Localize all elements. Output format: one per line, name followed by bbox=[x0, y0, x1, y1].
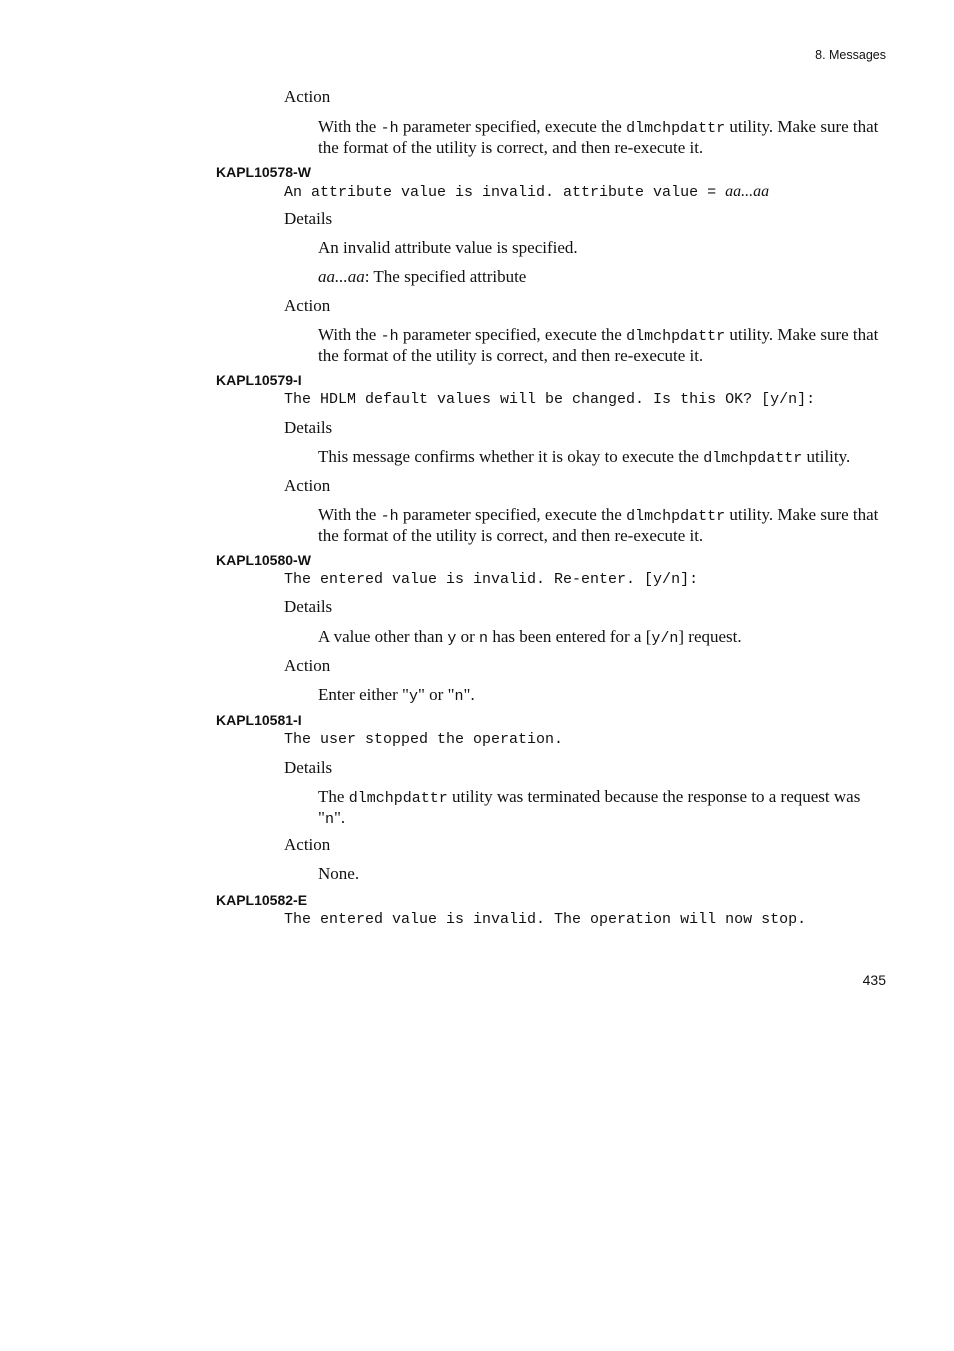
running-header: 8. Messages bbox=[815, 48, 886, 62]
action-heading: Action bbox=[284, 87, 331, 106]
message-id: KAPL10578-W bbox=[216, 164, 311, 180]
action-heading: Action bbox=[284, 835, 331, 854]
details-text: An invalid attribute value is specified. bbox=[318, 238, 578, 257]
details-text: The dlmchpdattr utility was terminated because the response to a request was "n". bbox=[318, 787, 861, 828]
action-text: With the -h parameter specified, execute the dlmchpdattr utility. Make sure that the format of the utility is correct, and then re-execute it. bbox=[318, 505, 879, 545]
action-text: With the -h parameter specified, execute the dlmchpdattr utility. Make sure that the format of the utility is correct, and then re-execute it. bbox=[318, 117, 879, 157]
details-heading: Details bbox=[284, 418, 333, 437]
details-text: A value other than y or n has been entered for a [y/n] request. bbox=[318, 627, 742, 647]
action-text: With the -h parameter specified, execute the dlmchpdattr utility. Make sure that the format of the utility is correct, and then re-execute it. bbox=[318, 325, 879, 365]
message-id: KAPL10581-I bbox=[216, 712, 302, 728]
details-heading: Details bbox=[284, 209, 333, 228]
details-heading: Details bbox=[284, 597, 333, 616]
message-text: The user stopped the operation. bbox=[284, 731, 564, 748]
page-number: 435 bbox=[862, 972, 886, 988]
message-text: The HDLM default values will be changed. Is this OK? [y/n]: bbox=[284, 391, 816, 408]
details-heading: Details bbox=[284, 758, 333, 777]
message-id: KAPL10580-W bbox=[216, 552, 311, 568]
message-id: KAPL10582-E bbox=[216, 892, 308, 908]
details-text: This message confirms whether it is okay to execute the dlmchpdattr utility. bbox=[318, 447, 851, 467]
action-heading: Action bbox=[284, 296, 331, 315]
action-text: Enter either "y" or "n". bbox=[318, 685, 475, 705]
action-heading: Action bbox=[284, 656, 331, 675]
message-id: KAPL10579-I bbox=[216, 372, 302, 388]
message-text: An attribute value is invalid. attribute value = aa...aa bbox=[284, 183, 770, 201]
details-text: aa...aa: The specified attribute bbox=[318, 267, 527, 286]
action-heading: Action bbox=[284, 476, 331, 495]
action-text: None. bbox=[318, 864, 360, 883]
message-text: The entered value is invalid. Re-enter. [y/n]: bbox=[284, 571, 699, 588]
message-text: The entered value is invalid. The operation will now stop. bbox=[284, 911, 807, 928]
